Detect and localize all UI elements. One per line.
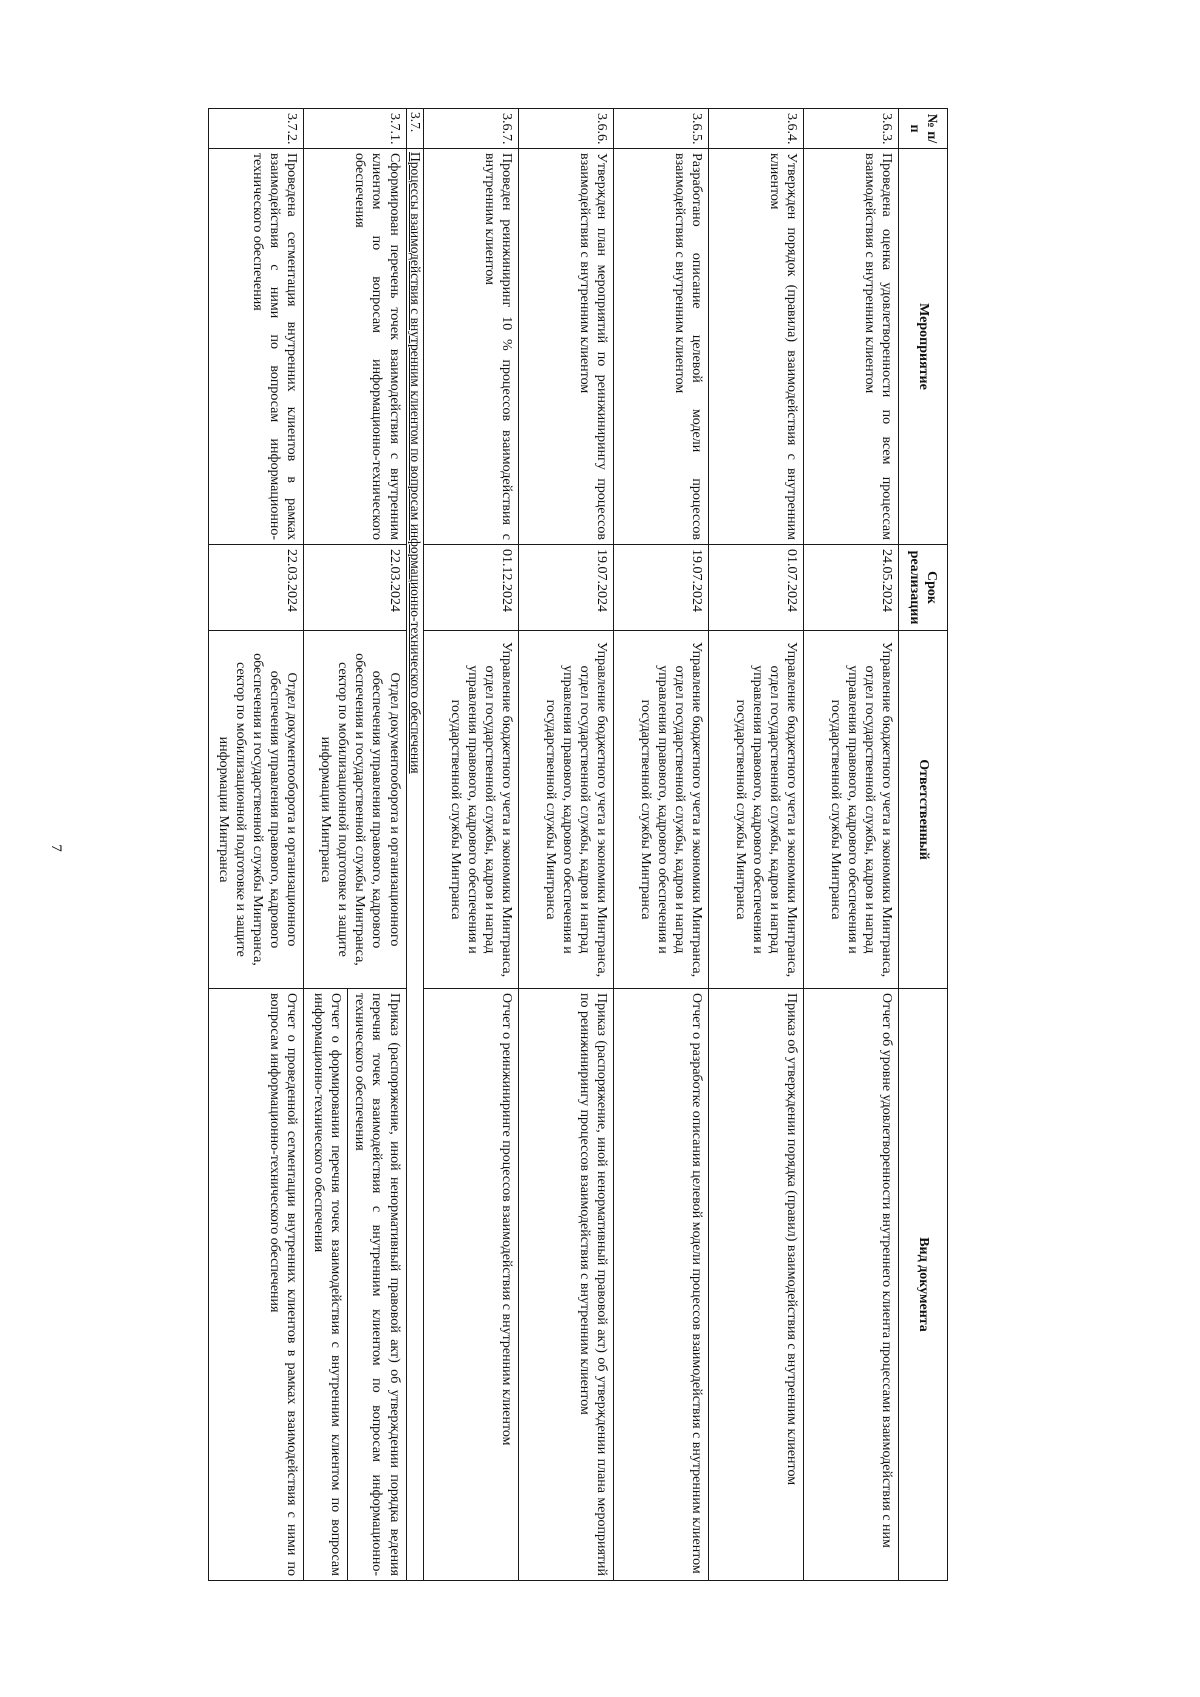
header-num: № п/п xyxy=(899,109,948,149)
table-row xyxy=(304,109,406,1581)
header-doc-type: Вид документа xyxy=(899,989,948,1581)
row-doc-type: Отчет об уровне удовлетворенности внутреннего клиента процессами взаимодействия с ним xyxy=(804,989,899,1581)
section-number: 3.7. xyxy=(406,109,423,149)
table-row xyxy=(424,109,519,1581)
row-term: 22.03.2024 xyxy=(304,545,406,631)
row-doc-type: Отчет о проведенной сегментации внутренних клиентов в рамках взаимодействия с ними по вопросам информационно-технического обеспечения xyxy=(209,989,304,1581)
row-number: 3.6.6. xyxy=(519,109,614,149)
row-responsible: Управление бюджетного учета и экономики Минтранса, отдел государственной службы, кадров и наград управления правового, кадрового обеспечения и государственной службы Минтранса xyxy=(804,631,899,989)
action-plan-table xyxy=(208,108,948,1581)
row-responsible: Отдел документооборота и организационного обеспечения управления правового, кадрового обеспечения и государственной службы Минтранса, сектор по мобилизационной подготовке и защите информации Минтранса xyxy=(209,631,304,989)
row-doc-type: Отчет о реинжиниринге процессов взаимодействия с внутренним клиентом xyxy=(424,989,519,1581)
table-row xyxy=(709,109,804,1581)
row-term: 24.05.2024 xyxy=(804,545,899,631)
row-term: 01.12.2024 xyxy=(424,545,519,631)
row-number: 3.6.4. xyxy=(709,109,804,149)
row-event: Проведена оценка удовлетворенности по всем процессам взаимодействия с внутренним клиентом xyxy=(804,149,899,545)
row-term: 19.07.2024 xyxy=(614,545,709,631)
row-doc-type-order: Приказ (распоряжение, иной ненормативный правовой акт) об утверждении порядка ведения перечня точек взаимодействия с внутренним клиентом по вопросам информационно-технического обеспечения xyxy=(347,989,402,1580)
row-term: 19.07.2024 xyxy=(519,545,614,631)
row-responsible: Управление бюджетного учета и экономики Минтранса, отдел государственной службы, кадров и наград управления правового, кадрового обеспечения и государственной службы Минтранса xyxy=(424,631,519,989)
header-responsible: Ответственный xyxy=(899,631,948,989)
row-responsible: Отдел документооборота и организационного обеспечения управления правового, кадрового обеспечения и государственной службы Минтранса, сектор по мобилизационной подготовке и защите информации Минтранса xyxy=(304,631,406,989)
header-term: Срок реализации xyxy=(899,545,948,631)
table-row xyxy=(209,109,304,1581)
row-doc-type: Приказ (распоряжение, иной ненормативный правовой акт) об утверждении плана мероприятий по реинжинирингу процессов взаимодействия с внутренним клиентом xyxy=(519,989,614,1581)
row-number: 3.6.5. xyxy=(614,109,709,149)
row-doc-type: Приказ об утверждении порядка (правил) взаимодействия с внутренним клиентом xyxy=(709,989,804,1581)
row-event: Проведен реинжиниринг 10 % процессов взаимодействия с внутренним клиентом xyxy=(424,149,519,545)
row-event: Сформирован перечень точек взаимодействия с внутренним клиентом по вопросам информационно-технического обеспечения xyxy=(304,149,406,545)
section-title: Процессы взаимодействия с внутренним клиентом по вопросам информационно-технического обеспечения xyxy=(406,149,423,1581)
row-number: 3.6.7. xyxy=(424,109,519,149)
row-event: Утвержден план мероприятий по реинжинирингу процессов взаимодействия с внутренним клиентом xyxy=(519,149,614,545)
row-event: Утвержден порядок (правила) взаимодействия с внутренним клиентом xyxy=(709,149,804,545)
row-doc-type-report: Отчет о формировании перечня точек взаимодействия с внутренним клиентом по вопросам информационно-технического обеспечения xyxy=(311,993,344,1576)
row-number: 3.6.3. xyxy=(804,109,899,149)
row-responsible: Управление бюджетного учета и экономики Минтранса, отдел государственной службы, кадров и наград управления правового, кадрового обеспечения и государственной службы Минтранса xyxy=(709,631,804,989)
table-row xyxy=(804,109,899,1581)
row-responsible: Управление бюджетного учета и экономики Минтранса, отдел государственной службы, кадров и наград управления правового, кадрового обеспечения и государственной службы Минтранса xyxy=(614,631,709,989)
header-event: Мероприятие xyxy=(899,149,948,545)
row-term: 22.03.2024 xyxy=(209,545,304,631)
row-responsible: Управление бюджетного учета и экономики Минтранса, отдел государственной службы, кадров и наград управления правового, кадрового обеспечения и государственной службы Минтранса xyxy=(519,631,614,989)
table-header-row xyxy=(899,109,948,1581)
row-event: Разработано описание целевой модели процессов взаимодействия с внутренним клиентом xyxy=(614,149,709,545)
section-header-row xyxy=(406,109,423,1581)
row-event: Проведена сегментация внутренних клиентов в рамках взаимодействия с ними по вопросам информационно-технического обеспечения xyxy=(209,149,304,545)
row-number: 3.7.2. xyxy=(209,109,304,149)
rotated-table-sheet xyxy=(116,108,948,1580)
table-row xyxy=(519,109,614,1581)
row-number: 3.7.1. xyxy=(304,109,406,149)
row-doc-type-cell xyxy=(304,989,406,1581)
row-term: 01.07.2024 xyxy=(709,545,804,631)
table-row xyxy=(614,109,709,1581)
row-doc-type: Отчет о разработке описания целевой модели процессов взаимодействия с внутренним клиентом xyxy=(614,989,709,1581)
page-number: 7 xyxy=(48,844,64,852)
